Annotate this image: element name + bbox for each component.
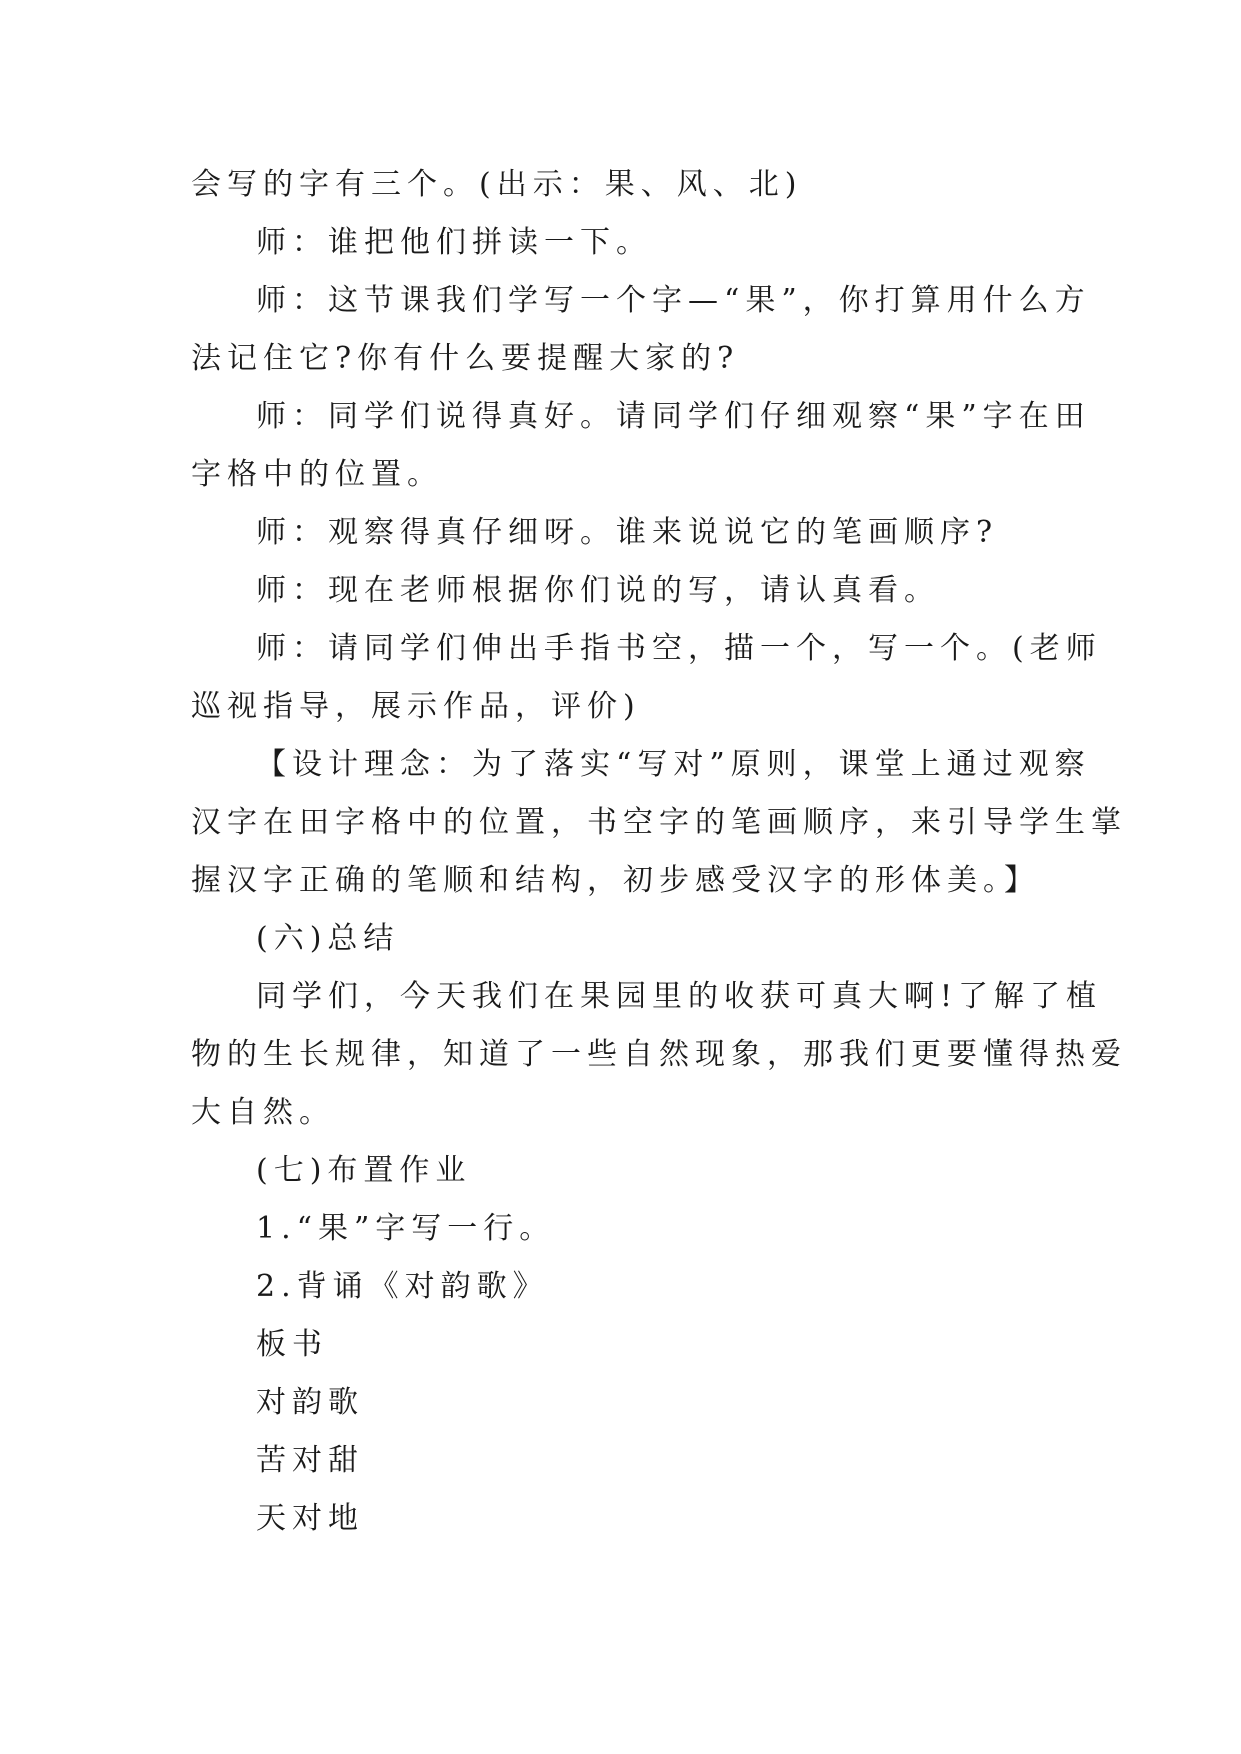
- blackboard-item: 对韵歌: [256, 1385, 364, 1420]
- design-note-line: 汉字在田字格中的位置，书空字的笔画顺序，来引导学生掌: [191, 805, 1127, 840]
- paragraph-line: 师：观察得真仔细呀。谁来说说它的笔画顺序?: [256, 515, 999, 550]
- paragraph-line: 同学们，今天我们在果园里的收获可真大啊!了解了植: [256, 979, 1103, 1014]
- paragraph-line: 师：这节课我们学写一个字—“果”，你打算用什么方: [256, 283, 1091, 318]
- blackboard-item: 苦对甜: [256, 1443, 364, 1478]
- blackboard-item: 天对地: [256, 1501, 364, 1536]
- paragraph-line: 字格中的位置。: [191, 457, 443, 492]
- design-note-line: 握汉字正确的笔顺和结构，初步感受汉字的形体美。】: [191, 863, 1040, 898]
- homework-item: 2.背诵《对韵歌》: [256, 1269, 549, 1304]
- paragraph-line: 物的生长规律，知道了一些自然现象，那我们更要懂得热爱: [191, 1037, 1127, 1072]
- paragraph-line: 法记住它?你有什么要提醒大家的?: [191, 341, 740, 376]
- blackboard-heading: 板书: [256, 1327, 328, 1362]
- document-body: [191, 156, 1127, 1548]
- design-note-line: 【设计理念：为了落实“写对”原则，课堂上通过观察: [256, 747, 1091, 782]
- paragraph-line: 巡视指导，展示作品，评价): [191, 689, 641, 724]
- homework-item: 1.“果”字写一行。: [256, 1211, 556, 1246]
- section-heading-summary: (六)总结: [256, 921, 400, 956]
- paragraph-line: 师：请同学们伸出手指书空，描一个，写一个。(老师: [256, 631, 1102, 666]
- paragraph-line: 师：现在老师根据你们说的写，请认真看。: [256, 573, 940, 608]
- paragraph-line: 大自然。: [191, 1095, 335, 1130]
- paragraph-line: 师：谁把他们拼读一下。: [256, 225, 652, 260]
- paragraph-line: 师：同学们说得真好。请同学们仔细观察“果”字在田: [256, 399, 1091, 434]
- section-heading-homework: (七)布置作业: [256, 1153, 472, 1188]
- paragraph-line: 会写的字有三个。(出示：果、风、北): [191, 167, 803, 202]
